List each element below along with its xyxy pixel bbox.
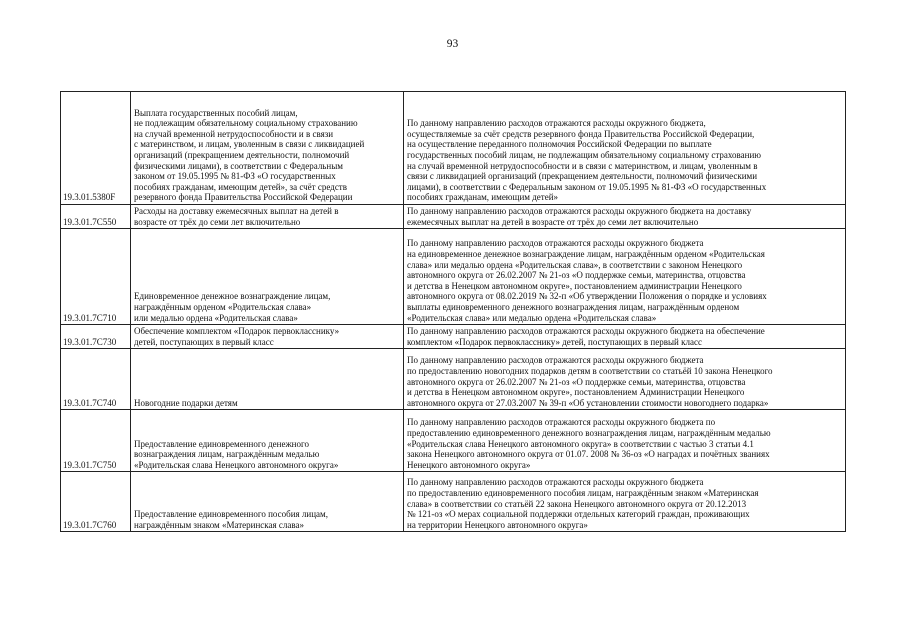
page-number: 93 xyxy=(446,38,459,50)
row-description: По данному направлению расходов отражаются расходы окружного бюджета по предоставлению новогодних подарков детям в соответствии со статьёй 10 закона Ненецкого автономного округа от 26.02.2007 № 21-оз «О поддержке семьи, материнства, отцовства и детства в Ненецком автономном округе», постановлением Администрации Ненецкого автономного округа от 27.03.2007 № 39-п «Об установлении стоимости новогоднего подарка» xyxy=(404,349,846,410)
row-code: 19.3.01.7С750 xyxy=(61,410,131,472)
table-row xyxy=(61,229,846,325)
row-name: Единовременное денежное вознаграждение лицам, награждённым орденом «Родительская слава» или медалью ордена «Родительская слава» xyxy=(131,229,404,325)
row-description: По данному направлению расходов отражаются расходы окружного бюджета, осуществляемые за счёт средств резервного фонда Правительства Российской Федерации, на осуществление переданного полномочия Российской Федерации по выплате государственных пособий лицам, не подлежащим обязательному социальному страхованию на случай временной нетрудоспособности и в связи с материнством, и лицам, уволенным в связи с ликвидацией организаций (прекращением деятельности, полномочий физическими лицами), в соответствии с Федеральным законом от 19.05.1995 № 81-ФЗ «О государственных пособиях гражданам, имеющим детей» xyxy=(404,92,846,205)
table-row xyxy=(61,472,846,532)
row-code: 19.3.01.7С730 xyxy=(61,325,131,349)
table-row xyxy=(61,410,846,472)
table-row xyxy=(61,349,846,410)
row-description: По данному направлению расходов отражаются расходы окружного бюджета по предоставлению единовременного денежного вознаграждения лицам, награждённым медалью «Родительская слава Ненецкого автономного округа» в соответствии с частью 3 статьи 4.1 закона Ненецкого автономного округа от 01.07. 2008 № 36-оз «О наградах и почётных званиях Ненецкого автономного округа» xyxy=(404,410,846,472)
row-description: По данному направлению расходов отражаются расходы окружного бюджета на единовременное денежное вознаграждение лицам, награждённым орденом «Родительская слава» или медалью ордена «Родительская слава», в соответствии с законом Ненецкого автономного округа от 26.02.2007 № 21-оз «О поддержке семьи, материнства, отцовства и детства в Ненецком автономном округе», постановлением администрации Ненецкого автономного округа от 08.02.2019 № 32-п «Об утверждении Положения о порядке и условиях выплаты единовременного денежного вознаграждения лицам, награждённым орденом «Родительская слава» или медалью ордена «Родительская слава» xyxy=(404,229,846,325)
table-row xyxy=(61,92,846,205)
row-name: Обеспечение комплектом «Подарок первокласснику» детей, поступающих в первый класс xyxy=(131,325,404,349)
row-code: 19.3.01.7С550 xyxy=(61,205,131,229)
budget-classification-table xyxy=(60,91,846,532)
row-description: По данному направлению расходов отражаются расходы окружного бюджета на доставку ежемесячных выплат на детей в возрасте от трёх до семи лет включительно xyxy=(404,205,846,229)
row-name: Расходы на доставку ежемесячных выплат на детей в возрасте от трёх до семи лет включительно xyxy=(131,205,404,229)
row-code: 19.3.01.5380F xyxy=(61,92,131,205)
row-name: Предоставление единовременного денежного вознаграждения лицам, награждённым медалью «Родительская слава Ненецкого автономного округа» xyxy=(131,410,404,472)
row-name: Новогодние подарки детям xyxy=(131,349,404,410)
row-name: Выплата государственных пособий лицам, не подлежащим обязательному социальному страхованию на случай временной нетрудоспособности и в связи с материнством, и лицам, уволенным в связи с ликвидацией организаций (прекращением деятельности, полномочий физическими лицами), в соответствии с Федеральным законом от 19.05.1995 № 81-ФЗ «О государственных пособиях гражданам, имеющим детей», за счёт средств резервного фонда Правительства Российской Федерации xyxy=(131,92,404,205)
row-description: По данному направлению расходов отражаются расходы окружного бюджета по предоставлению единовременного пособия лицам, награждённым знаком «Материнская слава» в соответствии со статьёй 22 закона Ненецкого автономного округа от 20.12.2013 № 121-оз «О мерах социальной поддержки отдельных категорий граждан, проживающих на территории Ненецкого автономного округа» xyxy=(404,472,846,532)
row-code: 19.3.01.7С740 xyxy=(61,349,131,410)
table-row xyxy=(61,205,846,229)
row-code: 19.3.01.7С710 xyxy=(61,229,131,325)
table-row xyxy=(61,325,846,349)
row-name: Предоставление единовременного пособия лицам, награждённым знаком «Материнская слава» xyxy=(131,472,404,532)
row-code: 19.3.01.7С760 xyxy=(61,472,131,532)
row-description: По данному направлению расходов отражаются расходы окружного бюджета на обеспечение комплектом «Подарок первокласснику» детей, поступающих в первый класс xyxy=(404,325,846,349)
